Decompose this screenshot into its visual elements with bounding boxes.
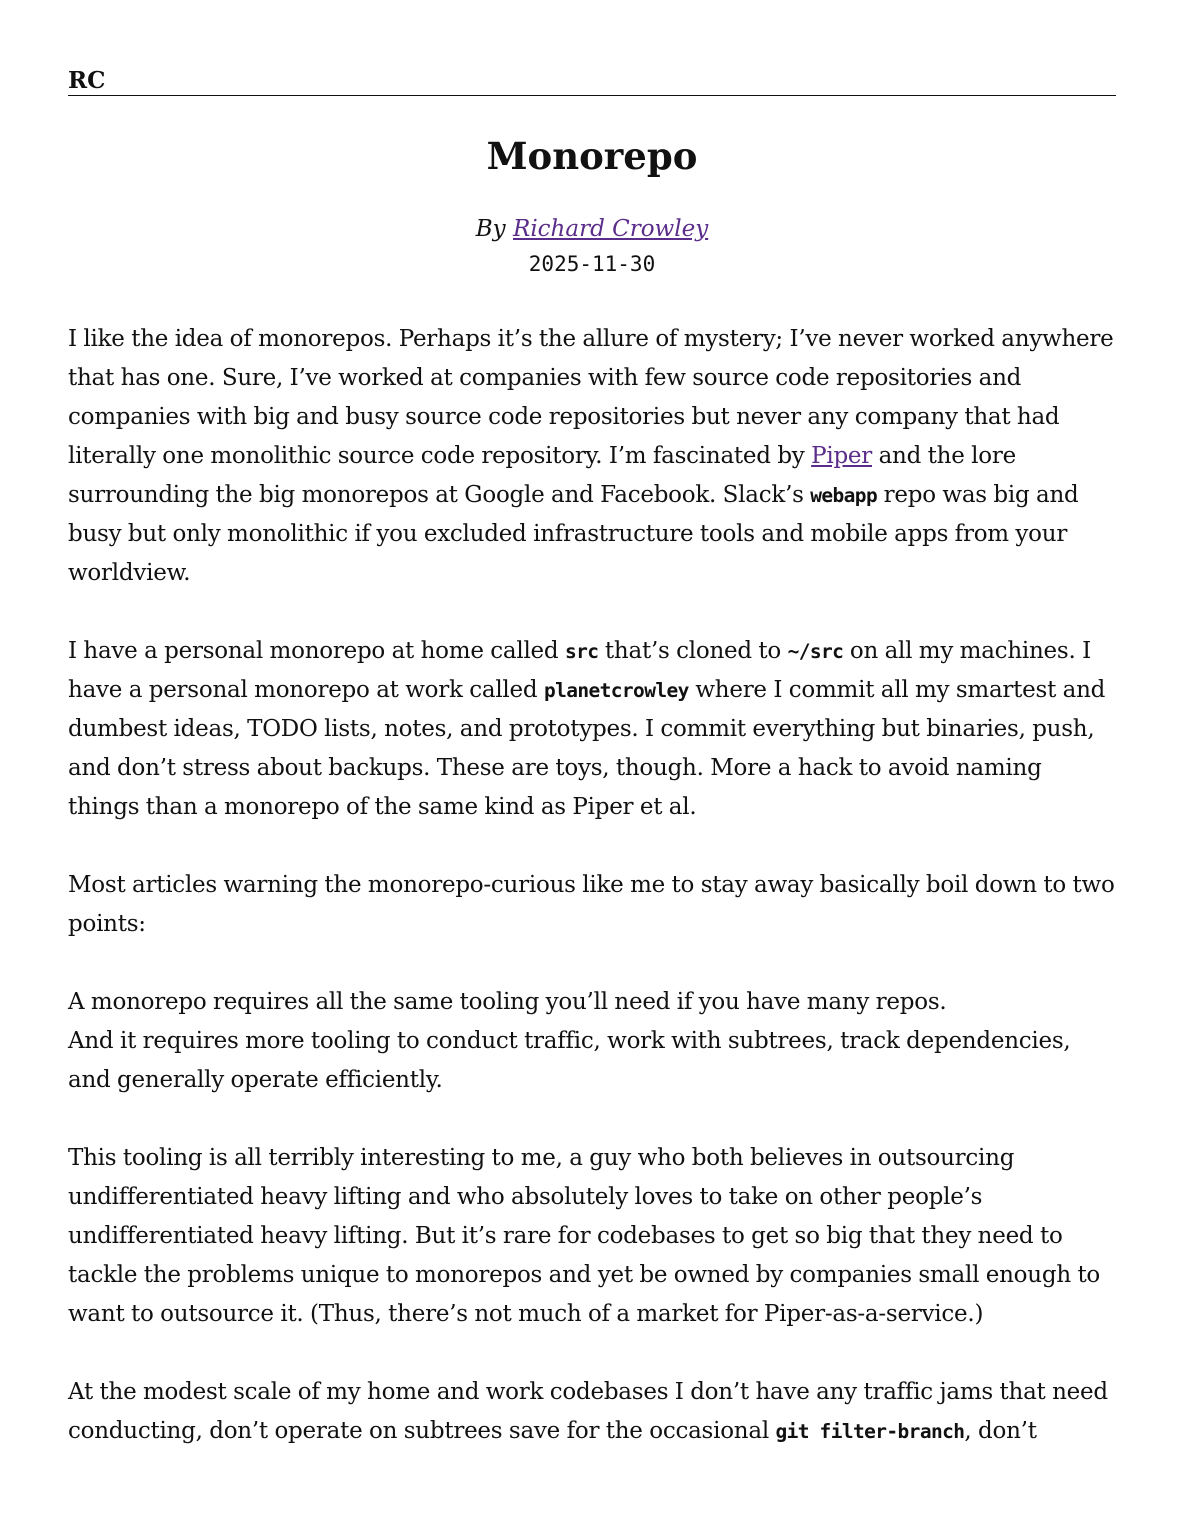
site-header [68,66,1116,96]
post-date: 2025-11-30 [528,252,656,276]
paragraph-3: Most articles warning the monorepo-curious like me to stay away basically boil down to two points: [68,872,1115,937]
code-planetcrowley: planetcrowley [543,679,689,702]
article-body [68,320,1116,1451]
paragraph-5: This tooling is all terribly interesting to me, a guy who both believes in outsourcing undifferentiated heavy lifting and who absolutely loves to take on other people’s undifferentiated heavy lifting. But it’s rare for codebases to get so big that they need to tackle the problems unique to monorepos and yet be owned by companies small enough to want to outsource it. (Thus, there’s not much of a market for Piper-as-a-service.) [68,1145,1101,1327]
code-webapp: webapp [810,484,878,507]
byline-prefix: By [475,216,506,242]
paragraph-2-text-b: that’s cloned to [598,638,788,664]
paragraph-1-text-b: and the lore surrounding the big monorepos at Google and Facebook. Slack’s [68,443,1016,508]
author-link[interactable]: Richard Crowley [513,216,709,242]
post-title: Monorepo [486,134,698,178]
code-home-src: ~/src [787,640,844,663]
paragraph-6-text-b: , don’t [964,1418,1037,1444]
paragraph-2-text-d: where I commit all my smartest and dumbest ideas, TODO lists, notes, and prototypes. I commit everything but binaries, push, and don’t stress about backups. These are toys, though. More a hack to avoid naming things than a monorepo of the same kind as Piper et al. [68,677,1106,820]
paragraph-1 [68,320,1116,593]
paragraph-1-text-a: I like the idea of monorepos. Perhaps it’s the allure of mystery; I’ve never worked anywhere that has one. Sure, I’ve worked at companies with few source code repositories and companies with big and busy source code repositories but never any company that had literally one monolithic source code repository. I’m fascinated by [68,326,1114,469]
paragraph-1-text-c: repo was big and busy but only monolithic if you excluded infrastructure tools and mobile apps from your worldview. [68,482,1079,586]
paragraph-6 [68,1373,1116,1451]
paragraph-4 [68,983,1116,1100]
paragraph-2 [68,632,1116,827]
page [68,0,1116,1490]
point-2: And it requires more tooling to conduct traffic, work with subtrees, track dependencies, and generally operate efficiently. [68,1028,1071,1093]
code-src: src [564,640,599,663]
point-1: A monorepo requires all the same tooling you’ll need if you have many repos. [68,989,947,1015]
piper-link[interactable]: Piper [811,443,873,469]
paragraph-6-text-a: At the modest scale of my home and work codebases I don’t have any traffic jams that need conducting, don’t operate on subtrees save for the occasional [68,1379,1108,1444]
paragraph-2-text-a: I have a personal monorepo at home called [68,638,565,664]
byline [68,214,1116,244]
site-logo-link[interactable]: RC [68,67,106,94]
paragraph-2-text-c: on all my machines. I have a personal monorepo at work called [68,638,1091,703]
code-git-filter-branch: git filter-branch [775,1420,965,1443]
